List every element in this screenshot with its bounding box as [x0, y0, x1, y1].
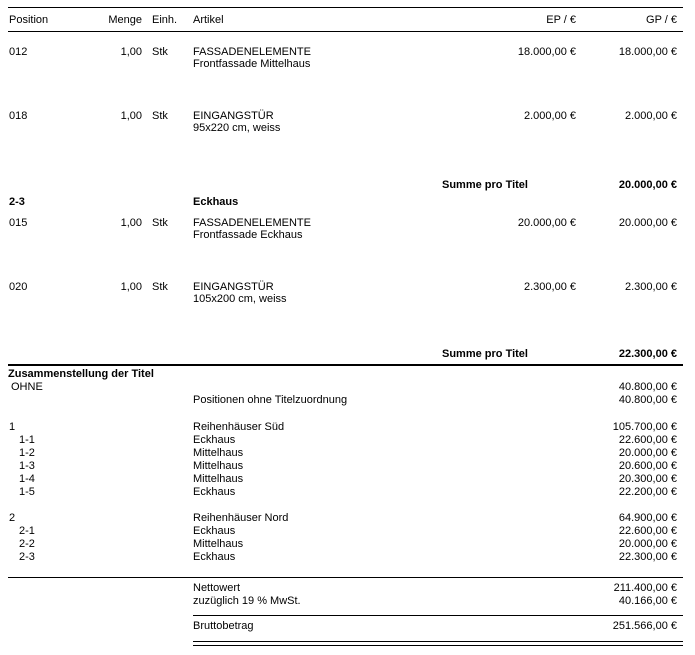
item-article-name: EINGANGSTÜR: [193, 110, 274, 122]
summary-pos: 1-4: [19, 473, 35, 485]
item-unit-price: 18.000,00 €: [517, 46, 576, 58]
item-article-desc: Frontfassade Eckhaus: [193, 229, 303, 241]
summary-pos: 1-2: [19, 447, 35, 459]
item-article: [193, 110, 280, 134]
item-total-price: 18.000,00 €: [618, 46, 677, 58]
net-label: Nettowert: [193, 582, 241, 594]
vat-value: 40.166,00 €: [618, 595, 677, 607]
item-article-name: FASSADENELEMENTE: [193, 46, 311, 58]
column-header-gp: GP / €: [646, 14, 677, 26]
summary-value: 20.000,00 €: [618, 447, 677, 459]
section-name: Eckhaus: [193, 196, 239, 208]
summary-pos: 1: [9, 421, 16, 433]
summary-name: Reihenhäuser Süd: [193, 421, 285, 433]
section-number: 2-3: [9, 196, 25, 208]
item-unit: Stk: [152, 110, 168, 122]
summary-pos: 2-2: [19, 538, 35, 550]
summary-name: Reihenhäuser Nord: [193, 512, 289, 524]
summary-value: 22.600,00 €: [618, 525, 677, 537]
summary-value: 22.600,00 €: [618, 434, 677, 446]
gross-label: Bruttobetrag: [193, 620, 254, 632]
summary-name: Mittelhaus: [193, 460, 244, 472]
summary-name: Mittelhaus: [193, 538, 244, 550]
item-article-desc: Frontfassade Mittelhaus: [193, 58, 311, 70]
item-quantity: 1,00: [120, 46, 142, 58]
summary-pos: 2-3: [19, 551, 35, 563]
item-unit: Stk: [152, 281, 168, 293]
item-quantity: 1,00: [120, 281, 142, 293]
summary-value: 22.200,00 €: [618, 486, 677, 498]
divider-double-bottom: [193, 641, 683, 646]
summary-name: Eckhaus: [193, 486, 236, 498]
title-sum-label: Summe pro Titel: [442, 179, 528, 191]
summary-value: 40.800,00 €: [618, 394, 677, 406]
item-article-name: EINGANGSTÜR: [193, 281, 274, 293]
net-value: 211.400,00 €: [613, 582, 677, 594]
item-total-price: 2.000,00 €: [625, 110, 677, 122]
item-article: [193, 217, 311, 241]
item-position: 012: [9, 46, 28, 58]
item-quantity: 1,00: [120, 217, 142, 229]
column-header-ep: EP / €: [546, 14, 576, 26]
summary-name: Mittelhaus: [193, 447, 244, 459]
summary-name: Eckhaus: [193, 434, 236, 446]
item-total-price: 20.000,00 €: [618, 217, 677, 229]
summary-value: 20.600,00 €: [618, 460, 677, 472]
item-unit: Stk: [152, 217, 168, 229]
item-unit-price: 20.000,00 €: [517, 217, 576, 229]
divider-gross: [193, 615, 683, 616]
item-position: 015: [9, 217, 28, 229]
summary-pos: 1-3: [19, 460, 35, 472]
summary-pos: 2: [9, 512, 16, 524]
divider-header: [8, 31, 683, 32]
divider-summary: [8, 364, 683, 366]
divider-top: [8, 7, 683, 8]
item-position: 020: [9, 281, 28, 293]
item-article: [193, 281, 287, 305]
summary-name: Eckhaus: [193, 525, 236, 537]
summary-value: 105.700,00 €: [612, 421, 677, 433]
item-unit-price: 2.000,00 €: [524, 110, 576, 122]
gross-value: 251.566,00 €: [612, 620, 677, 632]
summary-pos: 2-1: [19, 525, 35, 537]
summary-heading: Zusammenstellung der Titel: [8, 368, 154, 380]
item-unit-price: 2.300,00 €: [524, 281, 576, 293]
summary-value: 40.800,00 €: [618, 381, 677, 393]
item-article-name: FASSADENELEMENTE: [193, 217, 311, 229]
summary-value: 64.900,00 €: [618, 512, 677, 524]
item-unit: Stk: [152, 46, 168, 58]
divider-net: [8, 577, 683, 578]
title-sum-value: 20.000,00 €: [618, 179, 677, 191]
summary-value: 20.300,00 €: [618, 473, 677, 485]
column-header-position: Position: [9, 14, 49, 26]
summary-value: 22.300,00 €: [618, 551, 677, 563]
title-sum-value: 22.300,00 €: [618, 348, 677, 360]
item-article: [193, 46, 311, 70]
summary-name: Positionen ohne Titelzuordnung: [193, 394, 348, 406]
summary-value: 20.000,00 €: [618, 538, 677, 550]
item-article-desc: 95x220 cm, weiss: [193, 122, 281, 134]
summary-name: Mittelhaus: [193, 473, 244, 485]
item-article-desc: 105x200 cm, weiss: [193, 293, 287, 305]
vat-label: zuzüglich 19 % MwSt.: [193, 595, 301, 607]
item-quantity: 1,00: [120, 110, 142, 122]
summary-pos: 1-1: [19, 434, 35, 446]
column-header-einh: Einh.: [152, 14, 178, 26]
item-total-price: 2.300,00 €: [625, 281, 677, 293]
summary-pos: 1-5: [19, 486, 35, 498]
title-sum-label: Summe pro Titel: [442, 348, 528, 360]
item-position: 018: [9, 110, 28, 122]
summary-pos: OHNE: [11, 381, 43, 393]
column-header-menge: Menge: [108, 14, 142, 26]
summary-name: Eckhaus: [193, 551, 236, 563]
column-header-artikel: Artikel: [193, 14, 224, 26]
